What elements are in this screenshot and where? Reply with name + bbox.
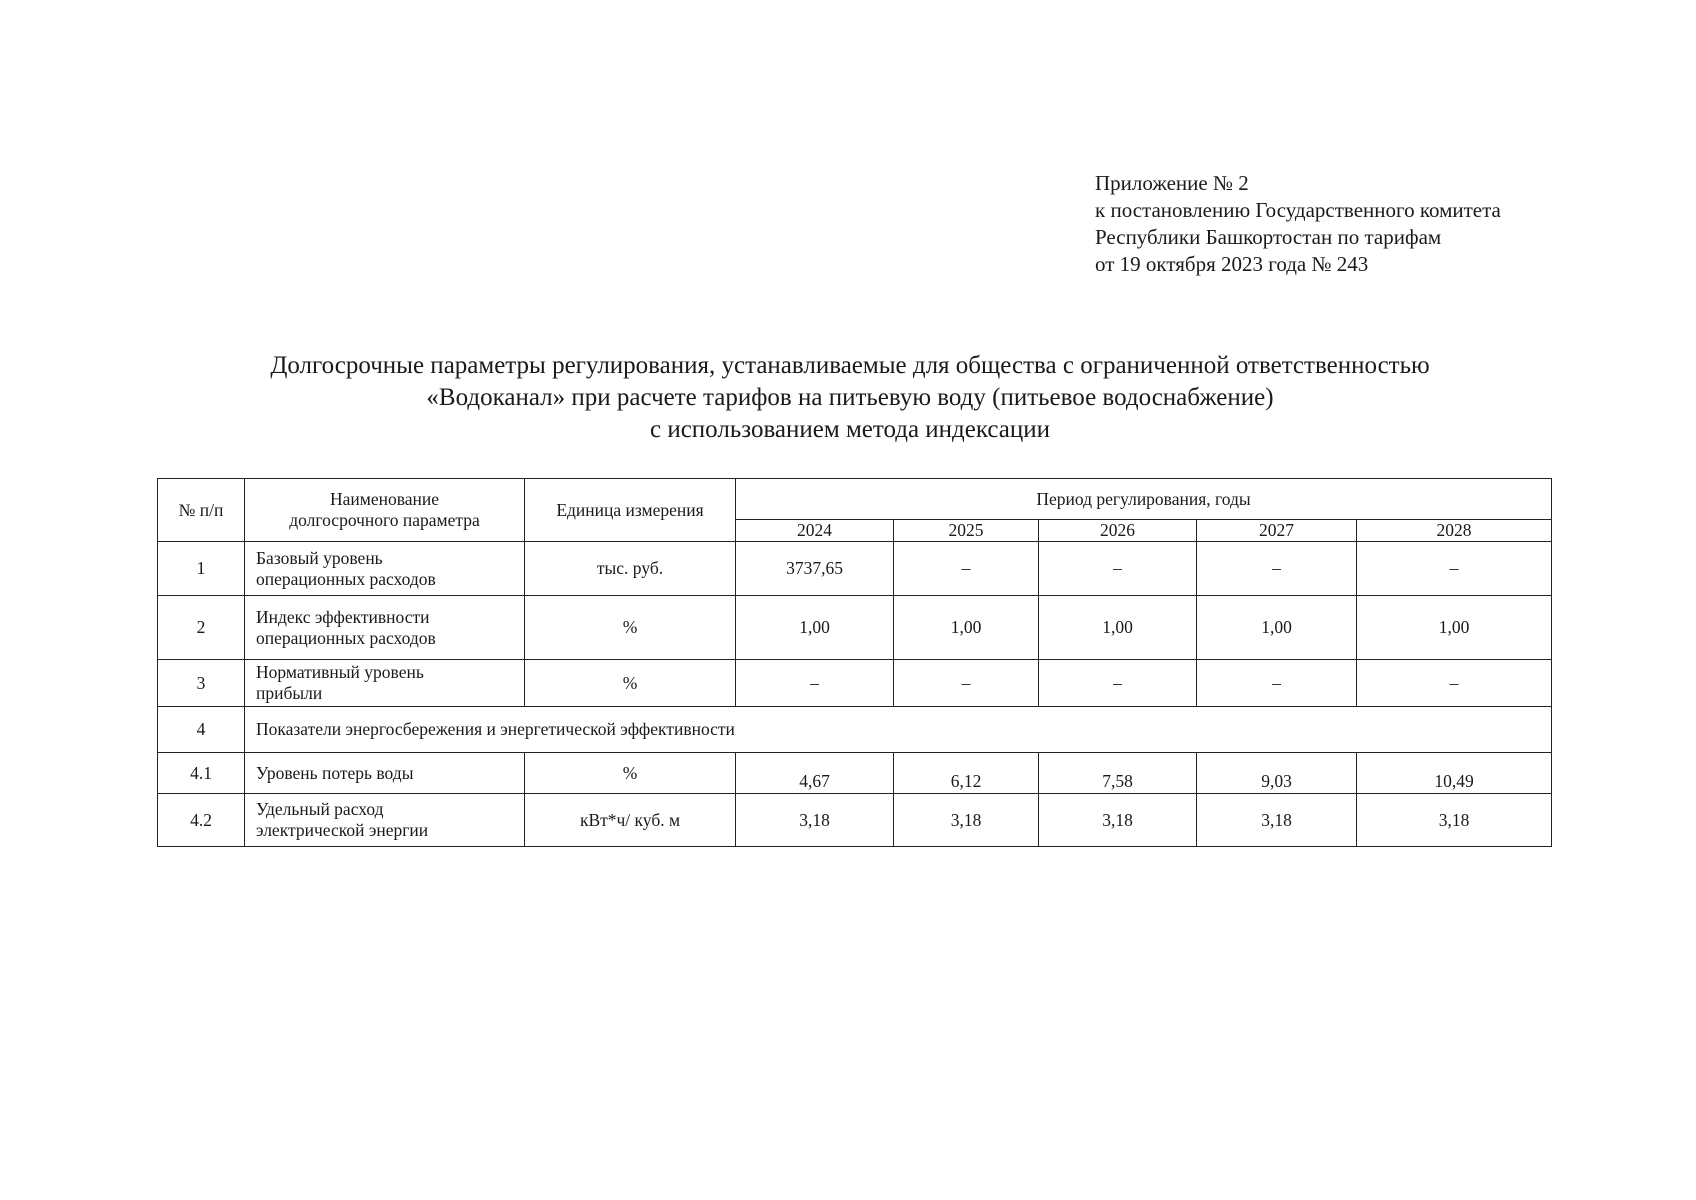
header-name-line: долгосрочного параметра	[289, 510, 480, 530]
row-value: 1,00	[1357, 596, 1552, 660]
row-num: 4.2	[158, 794, 245, 847]
row-value: 3737,65	[736, 542, 894, 596]
row-num: 2	[158, 596, 245, 660]
section-title: Показатели энергосбережения и энергетической эффективности	[245, 707, 1552, 753]
header-num: № п/п	[158, 479, 245, 542]
row-name-line: Индекс эффективности	[256, 606, 430, 627]
row-unit: %	[525, 753, 736, 794]
row-name-line: прибыли	[256, 683, 323, 703]
row-unit: тыс. руб.	[525, 542, 736, 596]
appendix-line: к постановлению Государственного комитета	[1095, 198, 1501, 222]
row-value: –	[894, 542, 1039, 596]
appendix-line: от 19 октября 2023 года № 243	[1095, 252, 1369, 276]
row-value: 6,12	[894, 753, 1039, 794]
row-name-line: Удельный расход	[256, 799, 384, 819]
row-value: 1,00	[894, 596, 1039, 660]
row-unit: %	[525, 660, 736, 707]
row-value: 9,03	[1197, 753, 1357, 794]
row-num: 1	[158, 542, 245, 596]
row-value: –	[1039, 660, 1197, 707]
row-unit: %	[525, 596, 736, 660]
row-value: 1,00	[1039, 596, 1197, 660]
row-value: 3,18	[1039, 794, 1197, 847]
appendix-header	[1095, 170, 1501, 278]
row-name	[245, 542, 525, 596]
parameters-table	[157, 478, 1552, 847]
header-name-line: Наименование	[329, 489, 440, 509]
table-row	[158, 542, 1552, 596]
row-value: –	[1357, 542, 1552, 596]
row-num: 4.1	[158, 753, 245, 794]
header-year: 2028	[1357, 520, 1552, 542]
header-unit: Единица измерения	[525, 479, 736, 542]
row-name-line: операционных расходов	[256, 627, 436, 648]
header-period: Период регулирования, годы	[736, 479, 1552, 520]
row-value: 1,00	[736, 596, 894, 660]
row-name-line: Уровень потерь воды	[256, 762, 414, 783]
header-year: 2027	[1197, 520, 1357, 542]
row-name-line: Нормативный уровень	[256, 662, 424, 682]
header-year: 2025	[894, 520, 1039, 542]
header-year: 2026	[1039, 520, 1197, 542]
row-num: 4	[158, 707, 245, 753]
title-line: Долгосрочные параметры регулирования, устанавливаемые для общества с ограниченной ответственностью	[270, 352, 1430, 379]
table-header-row	[158, 479, 1552, 520]
row-name	[245, 660, 525, 707]
document-title	[100, 350, 1600, 446]
appendix-line: Приложение № 2	[1095, 171, 1249, 195]
row-name-line: Базовый уровень	[256, 547, 383, 568]
row-value: –	[894, 660, 1039, 707]
row-value: –	[1197, 660, 1357, 707]
row-num: 3	[158, 660, 245, 707]
row-value: 3,18	[736, 794, 894, 847]
header-name	[245, 479, 525, 542]
table-row	[158, 596, 1552, 660]
table-row	[158, 753, 1552, 794]
row-value: 7,58	[1039, 753, 1197, 794]
table-row	[158, 794, 1552, 847]
row-value: 10,49	[1357, 753, 1552, 794]
row-name	[245, 794, 525, 847]
title-line: «Водоканал» при расчете тарифов на питьевую воду (питьевое водоснабжение)	[426, 384, 1274, 411]
row-name-line: электрической энергии	[256, 820, 429, 840]
row-name	[245, 596, 525, 660]
title-line: с использованием метода индексации	[649, 416, 1051, 443]
row-value: –	[736, 660, 894, 707]
row-value: –	[1039, 542, 1197, 596]
row-value: –	[1357, 660, 1552, 707]
row-unit: кВт*ч/ куб. м	[525, 794, 736, 847]
row-value: 4,67	[736, 753, 894, 794]
row-name	[245, 753, 525, 794]
table-section-row	[158, 707, 1552, 753]
header-year: 2024	[736, 520, 894, 542]
row-value: 3,18	[1197, 794, 1357, 847]
row-value: –	[1197, 542, 1357, 596]
table-row	[158, 660, 1552, 707]
row-value: 3,18	[1357, 794, 1552, 847]
row-value: 1,00	[1197, 596, 1357, 660]
row-value: 3,18	[894, 794, 1039, 847]
row-name-line: операционных расходов	[256, 568, 436, 589]
appendix-line: Республики Башкортостан по тарифам	[1095, 225, 1442, 249]
